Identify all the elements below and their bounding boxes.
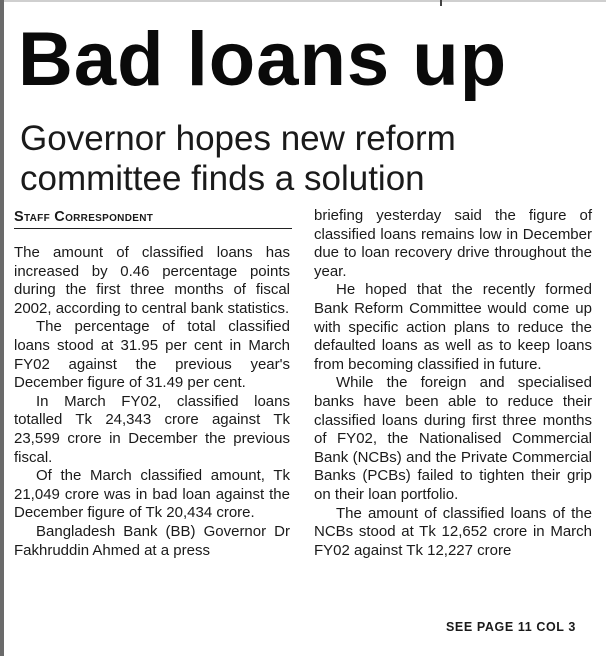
page-edge [0, 0, 4, 656]
paragraph: While the foreign and specialised banks have been able to reduce their classified loans during first three months of FY02, the Nationalised Commercial Bank (NCBs) and the Private Commercial Banks (PCBs) failed to tighten their grip on their loan portfolio. [314, 374, 592, 503]
article-column-2 [314, 207, 592, 560]
paragraph: briefing yesterday said the figure of classified loans remains low in December due to loan recovery drive throughout the year. [314, 207, 592, 280]
paragraph: He hoped that the recently formed Bank Reform Committee would come up with specific action plans to reduce the defaulted loans as well as to keep loans from becoming classified in future. [314, 281, 592, 373]
paragraph: The percentage of total classified loans stood at 31.95 per cent in March FY02 against the previous year's December figure of 31.49 per cent. [14, 318, 290, 392]
continuation-note[interactable]: SEE PAGE 11 COL 3 [446, 620, 576, 634]
paragraph: The amount of classified loans has increased by 0.46 percentage points during the first three months of fiscal 2002, according to central bank statistics. [14, 244, 290, 317]
article-column-1 [14, 244, 290, 560]
paragraph: Bangladesh Bank (BB) Governor Dr Fakhruddin Ahmed at a press [14, 522, 290, 559]
byline: Staff Correspondent [14, 209, 292, 229]
paragraph: Of the March classified amount, Tk 21,049 crore was in bad loan against the December figure of Tk 20,434 crore. [14, 467, 290, 522]
paragraph: In March FY02, classified loans totalled Tk 24,343 crore against Tk 23,599 crore in December the previous fiscal. [14, 392, 290, 466]
page-top-rule [4, 0, 606, 2]
headline: Bad loans up [18, 17, 508, 102]
subheadline: Governor hopes new reform committee finds a solution [20, 119, 456, 198]
paragraph: The amount of classified loans of the NCBs stood at Tk 12,652 crore in March FY02 against Tk 12,227 crore [314, 504, 592, 559]
crop-mark [440, 0, 442, 6]
